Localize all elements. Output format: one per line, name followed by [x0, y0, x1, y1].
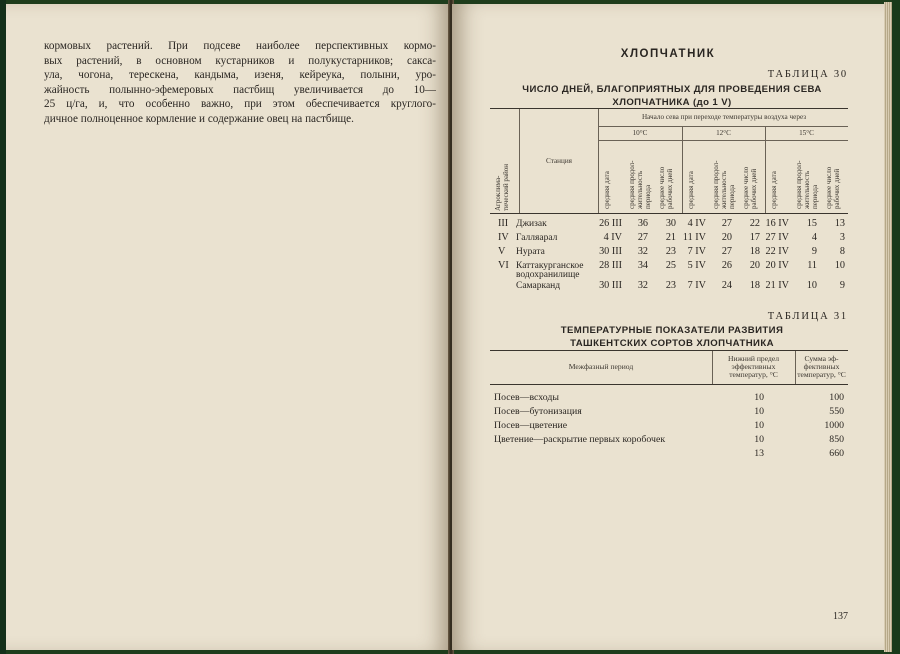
column-divider: [598, 109, 599, 213]
cell-workdays: 21: [665, 232, 676, 243]
cell-lower-limit: 10: [754, 392, 764, 403]
cell-workdays: 23: [665, 246, 676, 257]
cell-lower-limit: 10: [754, 434, 764, 445]
table31-row: [490, 420, 870, 432]
cell-period: 27: [721, 246, 732, 257]
header-date: средняя дата: [687, 171, 695, 209]
section-title: ХЛОПЧАТНИК: [620, 48, 716, 60]
cell-period: 9: [811, 246, 817, 257]
cell-date: 30 III: [599, 280, 622, 291]
cell-station: водохранилище: [516, 270, 580, 280]
table30-header: [490, 108, 848, 214]
cell-region: IV: [498, 232, 509, 243]
table31-caption: [492, 324, 852, 350]
cell-workdays: 20: [749, 260, 760, 271]
cell-workdays: 9: [839, 280, 845, 291]
cell-date: 26 III: [599, 218, 622, 229]
cell-region: III: [498, 218, 509, 229]
cell-period: 4: [811, 232, 817, 243]
table30-row: [490, 246, 850, 258]
cell-workdays: 18: [749, 246, 760, 257]
cell-workdays: 8: [839, 246, 845, 257]
cell-lower-limit: 10: [754, 420, 764, 431]
cell-workdays: 10: [834, 260, 845, 271]
cell-station: Нурата: [516, 247, 545, 257]
header-period: средняя продол-жительность периода: [628, 160, 652, 209]
page-number: 137: [833, 611, 848, 622]
cell-period: 26: [721, 260, 732, 271]
header-line: фективных: [803, 362, 840, 371]
cell-period: Посев—всходы: [494, 392, 559, 403]
text-line: вых растений, в основном кустарников и полукустарников; сакса-: [44, 54, 436, 67]
table30-label: ТАБЛИЦА 30: [767, 69, 848, 80]
table31-row: [490, 434, 870, 446]
cell-date: 22 IV: [765, 246, 789, 257]
table31-header: [490, 350, 848, 385]
header-line: температур, °С: [797, 370, 846, 379]
header-line: температур, °С: [729, 370, 778, 379]
text-line: дичное полноценное кормление и содержание овец на пастбище.: [44, 112, 354, 125]
header-line: Нижний предел: [727, 354, 780, 363]
cell-lower-limit: 13: [754, 448, 764, 459]
cell-workdays: 17: [749, 232, 760, 243]
header-temp-12: 12°С: [716, 129, 731, 137]
cell-station: Галляарал: [516, 233, 558, 243]
table31-caption-line: ТАШКЕНТСКИХ СОРТОВ ХЛОПЧАТНИКА: [570, 338, 774, 349]
cell-period: 15: [806, 218, 817, 229]
table30-row: [490, 280, 850, 292]
left-page: [6, 4, 450, 650]
header-date: средняя дата: [770, 171, 778, 209]
header-line: эффективных: [731, 362, 776, 371]
cell-date: 5 IV: [687, 260, 706, 271]
cell-date: 21 IV: [765, 280, 789, 291]
text-line: кормовых растений. При подсеве наиболее перспективных кормо-: [44, 40, 436, 52]
cell-period: 11: [807, 260, 817, 271]
cell-period: 24: [721, 280, 732, 291]
cell-period: Цветение—раскрытие первых коробочек: [494, 434, 666, 445]
table30-caption-line: ЧИСЛО ДНЕЙ, БЛАГОПРИЯТНЫХ ДЛЯ ПРОВЕДЕНИЯ СЕВА: [522, 84, 822, 95]
cell-sum: 100: [829, 392, 844, 403]
header-workdays: среднее число рабочих дней: [825, 166, 841, 209]
row-divider: [598, 126, 848, 127]
cell-date: 20 IV: [765, 260, 789, 271]
header-lower-limit: [712, 355, 795, 379]
cell-date: 4 IV: [603, 232, 622, 243]
header-region: Агроклима-тический район: [494, 164, 510, 211]
header-line: Сумма эф-: [804, 354, 839, 363]
header-date: средняя дата: [603, 171, 611, 209]
table30-caption: [492, 83, 852, 109]
cell-region: VI: [498, 260, 509, 271]
cell-workdays: 30: [665, 218, 676, 229]
text-line: ула, чогона, терескена, кандыма, изеня, кейреука, полыни, уро-: [44, 69, 436, 82]
table31-caption-line: ТЕМПЕРАТУРНЫЕ ПОКАЗАТЕЛИ РАЗВИТИЯ: [560, 325, 784, 336]
cell-workdays: 22: [749, 218, 760, 229]
left-page-text: [44, 39, 436, 127]
header-temp-10: 10°С: [632, 129, 648, 137]
cell-period: Посев—цветение: [494, 420, 568, 431]
cell-date: 30 III: [599, 246, 622, 257]
cell-sum: 850: [829, 434, 844, 445]
cell-period: 34: [637, 260, 648, 271]
cell-period: 32: [637, 246, 648, 257]
table31-row: [490, 392, 870, 404]
table30-row: [490, 218, 850, 230]
right-page: [452, 4, 884, 650]
cell-sum: 660: [829, 448, 844, 459]
row-divider: [598, 140, 848, 141]
cell-workdays: 18: [749, 280, 760, 291]
cell-date: 11 IV: [682, 232, 706, 243]
cell-workdays: 13: [834, 218, 845, 229]
cell-period: 27: [721, 218, 732, 229]
cell-workdays: 23: [665, 280, 676, 291]
cell-station: Каттакурганское: [516, 261, 584, 271]
cell-period: 27: [637, 232, 648, 243]
cell-date: 27 IV: [765, 232, 789, 243]
cell-lower-limit: 10: [754, 406, 764, 417]
header-sum: [795, 355, 848, 379]
text-line: жайность полынно-эфемеровых пастбищ увеличивается до 10—: [44, 83, 436, 96]
cell-station: Самарканд: [516, 281, 561, 291]
book-cover-right-edge: [892, 0, 900, 654]
header-period: средняя продол-жительность периода: [795, 160, 819, 209]
header-station: Станция: [546, 157, 572, 165]
table31-label: ТАБЛИЦА 31: [767, 311, 848, 322]
cell-workdays: 3: [839, 232, 845, 243]
cell-date: 4 IV: [687, 218, 706, 229]
text-line: 25 ц/га, и, что особенно важно, при этом обеспечивается круглого-: [44, 98, 436, 111]
cell-date: 28 III: [599, 260, 622, 271]
cell-date: 7 IV: [687, 246, 706, 257]
header-span: Начало сева при переходе температуры воздуха через: [641, 113, 807, 121]
cell-date: 16 IV: [765, 218, 789, 229]
table30-row: [490, 232, 850, 244]
header-period: Межфазный период: [568, 362, 634, 371]
cell-period: 20: [721, 232, 732, 243]
cell-sum: 550: [829, 406, 844, 417]
header-temp-15: 15°С: [799, 129, 814, 137]
cell-date: 7 IV: [687, 280, 706, 291]
header-workdays: среднее число рабочих дней: [742, 166, 758, 209]
cell-sum: 1000: [824, 420, 844, 431]
cell-period: 32: [637, 280, 648, 291]
cell-period: Посев—бутонизация: [494, 406, 582, 417]
table31-row: [490, 448, 870, 460]
table30-caption-line: ХЛОПЧАТНИКА (до 1 V): [612, 97, 732, 108]
cell-period: 10: [806, 280, 817, 291]
cell-workdays: 25: [665, 260, 676, 271]
cell-period: 36: [637, 218, 648, 229]
cell-region: V: [498, 246, 506, 257]
header-period: средняя продол-жительность периода: [712, 160, 736, 209]
table31-row: [490, 406, 870, 418]
cell-station: Джизак: [516, 219, 547, 229]
header-workdays: среднее число рабочих дней: [658, 166, 674, 209]
